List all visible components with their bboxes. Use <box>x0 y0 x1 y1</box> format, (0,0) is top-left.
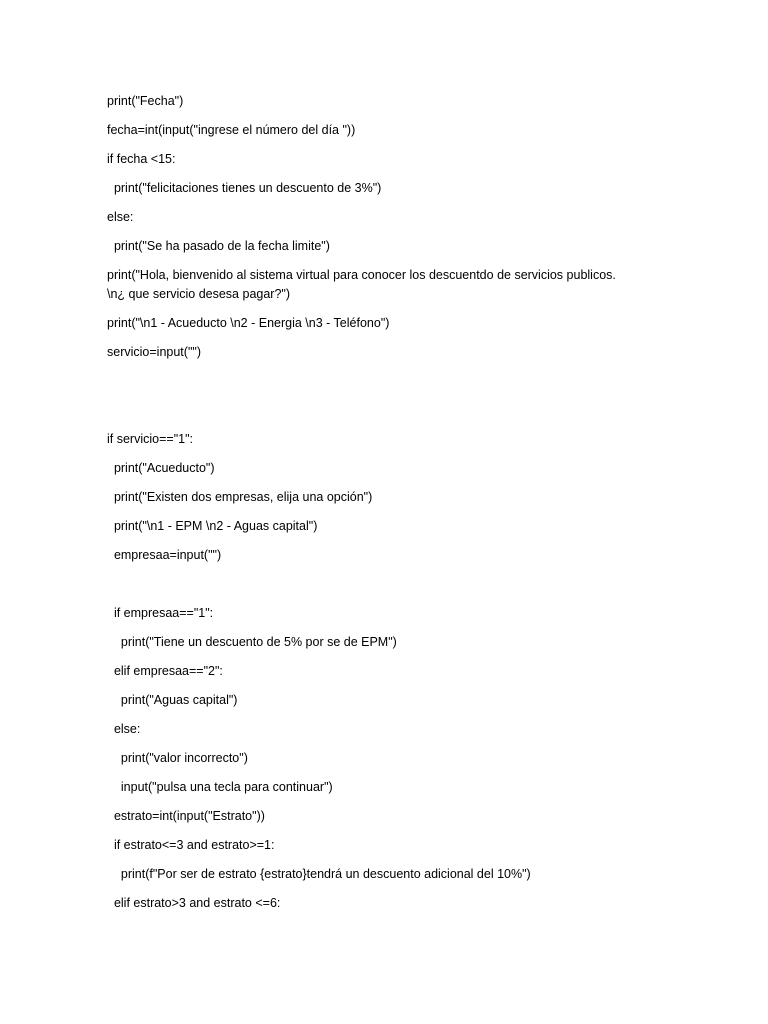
code-line: if estrato<=3 and estrato>=1: <box>107 838 275 852</box>
code-line: print(f"Por ser de estrato {estrato}tendrá un descuento adicional del 10%") <box>107 867 531 881</box>
code-line: print("Se ha pasado de la fecha limite") <box>107 239 330 253</box>
code-line: else: <box>107 210 134 224</box>
code-line: estrato=int(input("Estrato")) <box>107 809 265 823</box>
code-line: print("valor incorrecto") <box>107 751 248 765</box>
code-line: \n¿ que servicio desesa pagar?") <box>107 287 291 301</box>
code-line: fecha=int(input("ingrese el número del día ")) <box>107 123 356 137</box>
code-line: elif estrato>3 and estrato <=6: <box>107 896 281 910</box>
code-line: print("Fecha") <box>107 94 184 108</box>
code-line: if servicio=="1": <box>107 432 193 446</box>
code-line: else: <box>107 722 141 736</box>
code-line: print("Tiene un descuento de 5% por se de EPM") <box>107 635 397 649</box>
code-line: servicio=input("") <box>107 345 201 359</box>
code-line: print("Acueducto") <box>107 461 215 475</box>
code-line: elif empresaa=="2": <box>107 664 223 678</box>
code-line: print("\n1 - Acueducto \n2 - Energia \n3 - Teléfono") <box>107 316 390 330</box>
code-line: print("Existen dos empresas, elija una opción") <box>107 490 373 504</box>
code-line: print("Aguas capital") <box>107 693 238 707</box>
code-line: if empresaa=="1": <box>107 606 214 620</box>
code-line: print("Hola, bienvenido al sistema virtual para conocer los descuentdo de servicios publicos. <box>107 268 616 282</box>
code-line: empresaa=input("") <box>107 548 222 562</box>
code-line: print("felicitaciones tienes un descuento de 3%") <box>107 181 382 195</box>
code-line: input("pulsa una tecla para continuar") <box>107 780 333 794</box>
code-line: print("\n1 - EPM \n2 - Aguas capital") <box>107 519 318 533</box>
code-line: if fecha <15: <box>107 152 176 166</box>
